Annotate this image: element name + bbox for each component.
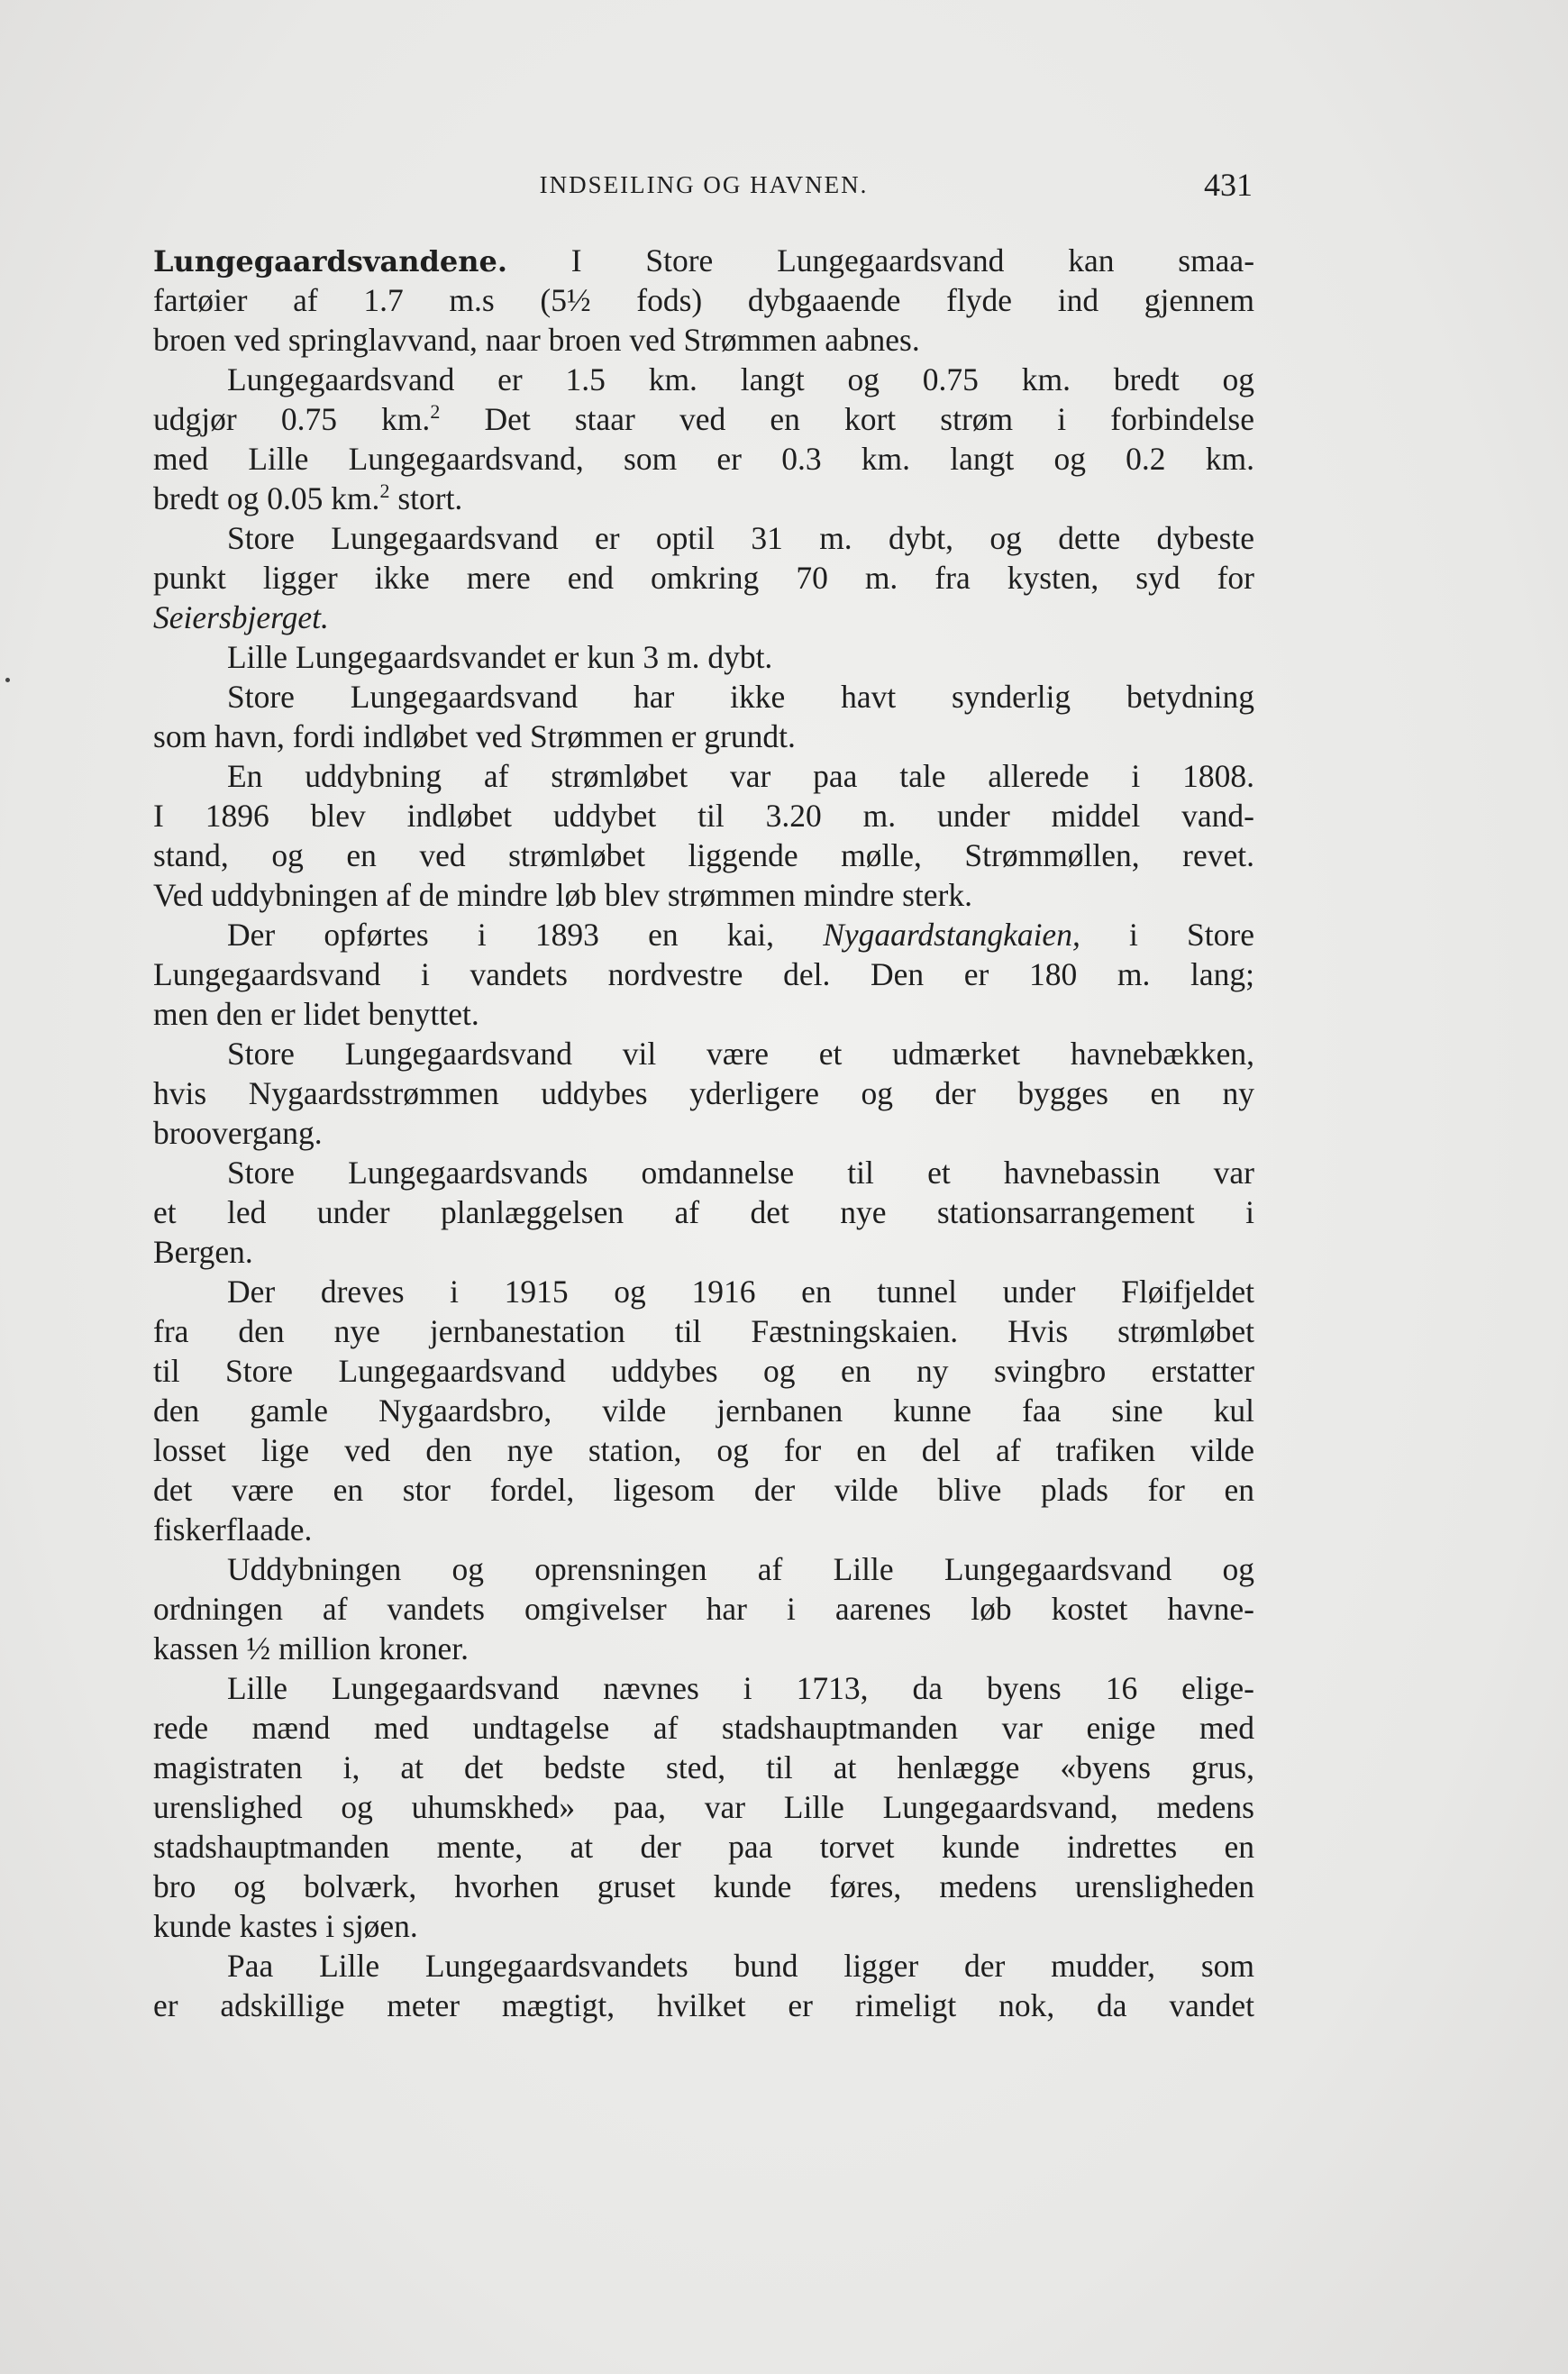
body-text [153,241,1254,2025]
text-line [153,598,1254,637]
text-line: Store Lungegaardsvand vil være et udmærket havnebækken, [227,1036,1254,1072]
text-line: losset lige ved den nye station, og for en del af trafiken vilde [153,1432,1254,1468]
text-line: Paa Lille Lungegaardsvandets bund ligger der mudder, som [227,1948,1254,1984]
text-line: som havn, fordi indløbet ved Strømmen er grundt. [153,718,796,754]
quay-name: Nygaardstangkaien, [823,917,1080,953]
text-line: Ved uddybningen af de mindre løb blev strømmen mindre sterk. [153,877,972,913]
text-line: stand, og en ved strømløbet liggende mølle, Strømmøllen, revet. [153,837,1254,873]
text-line: bro og bolværk, hvorhen gruset kunde føres, medens urensligheden [153,1868,1254,1904]
text-line: men den er lidet benyttet. [153,996,479,1032]
section-heading: Lungegaardsvandene. [153,244,507,278]
text-line: rede mænd med undtagelse af stadshauptmanden var enige med [153,1710,1254,1746]
text-line: broen ved springlavvand, naar broen ved Strømmen aabnes. [153,322,920,358]
text-line: Lille Lungegaardsvand nævnes i 1713, da byens 16 elige- [227,1670,1254,1706]
text-line: Lungegaardsvand i vandets nordvestre del. Den er 180 m. lang; [153,956,1254,992]
text-line: stadshauptmanden mente, at der paa torvet kunde indrettes en [153,1829,1254,1865]
text-line: Uddybningen og oprensningen af Lille Lungegaardsvand og [227,1551,1254,1587]
place-name: Seiersbjerget. [153,599,329,635]
text-line: punkt ligger ikke mere end omkring 70 m. fra kysten, syd for [153,560,1254,596]
text-line: I 1896 blev indløbet uddybet til 3.20 m. under middel vand- [153,798,1254,834]
text-line: En uddybning af strømløbet var paa tale allerede i 1808. [227,758,1254,794]
text-line: Store Lungegaardsvand har ikke havt synderlig betydning [227,679,1254,715]
text-line: kassen ½ million kroner. [153,1630,469,1666]
text-line: fartøier af 1.7 m.s (5½ fods) dybgaaende flyde ind gjennem [153,282,1254,318]
text-line: kunde kastes i sjøen. [153,1908,418,1944]
text-line: hvis Nygaardsstrømmen uddybes yderligere og der bygges en ny [153,1075,1254,1111]
text-line: Store Lungegaardsvands omdannelse til et havnebassin var [227,1155,1254,1191]
text-line: Store Lungegaardsvand er optil 31 m. dybt, og dette dybeste [227,520,1254,556]
text-line: bredt og 0.05 km.$^2$ stort. [153,479,463,516]
text-line: Bergen. [153,1234,253,1270]
page-header [155,166,1253,205]
text-line: Lille Lungegaardsvandet er kun 3 m. dybt. [227,639,773,675]
text-line: det være en stor fordel, ligesom der vilde blive plads for en [153,1472,1254,1508]
text-line: den gamle Nygaardsbro, vilde jernbanen kunne faa sine kul [153,1392,1254,1429]
text-line: fiskerflaade. [153,1511,313,1548]
margin-speck [5,678,10,682]
text-line: Der dreves i 1915 og 1916 en tunnel under Fløifjeldet [227,1274,1254,1310]
running-title: INDSEILING OG HAVNEN. [539,171,869,198]
text-line: broovergang. [153,1115,323,1151]
text-line: er adskillige meter mægtigt, hvilket er rimeligt nok, da vandet [153,1987,1254,2023]
text-line: et led under planlæggelsen af det nye stationsarrangement i [153,1194,1254,1230]
text-line: magistraten i, at det bedste sted, til at henlægge «byens grus, [153,1749,1254,1785]
text-line: med Lille Lungegaardsvand, som er 0.3 km. langt og 0.2 km. [153,441,1254,477]
text-line: udgjør 0.75 km.$^2$ Det staar ved en kort strøm i forbindelse [153,400,1254,437]
text-line: ordningen af vandets omgivelser har i aarenes løb kostet havne- [153,1591,1254,1627]
text-line: fra den nye jernbanestation til Fæstningskaien. Hvis strømløbet [153,1313,1254,1349]
text-line: Lungegaardsvand er 1.5 km. langt og 0.75 km. bredt og [227,361,1254,397]
text-line: Lungegaardsvandene. I Store Lungegaardsvand kan smaa- [153,242,1255,278]
text-line: Der opførtes i 1893 en kai, Nygaardstangkaien, i Store [227,917,1254,953]
text-line: urenslighed og uhumskhed» paa, var Lille Lungegaardsvand, medens [153,1789,1254,1825]
text-line: til Store Lungegaardsvand uddybes og en ny svingbro erstatter [153,1353,1254,1389]
page-number: 431 [1204,167,1253,203]
